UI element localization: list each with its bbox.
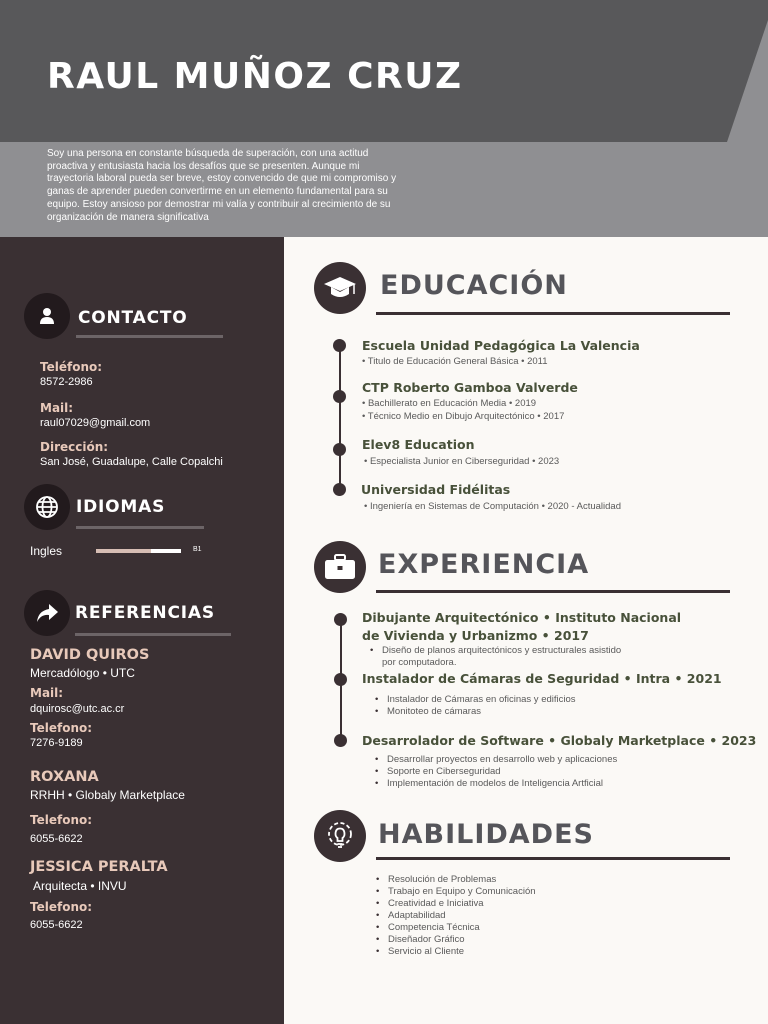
timeline-dot [333, 483, 346, 496]
language-name: Ingles [30, 544, 63, 558]
language-level-fill [96, 549, 151, 553]
timeline-dot [333, 390, 346, 403]
skill-item: • Servicio al Cliente [388, 946, 464, 957]
person-icon [24, 293, 70, 339]
experiencia-heading: EXPERIENCIA [378, 549, 590, 580]
reference-name: ROXANA [30, 769, 99, 785]
profile-summary [47, 148, 467, 224]
experience-title: Dibujante Arquitectónico • Instituto Nacional de Vivienda y Urbanizmo • 2017 [362, 610, 682, 643]
skill-item: • Creatividad e Iniciativa [388, 898, 484, 909]
timeline-dot [334, 673, 347, 686]
experience-bullet: • Soporte en Ciberseguridad [387, 766, 501, 777]
education-detail: • Titulo de Educación General Básica • 2011 [362, 356, 548, 367]
address-value: San José, Guadalupe, Calle Copalchi [40, 456, 223, 468]
referencias-divider [75, 633, 231, 636]
idiomas-heading: IDIOMAS [76, 497, 166, 517]
education-school: Escuela Unidad Pedagógica La Valencia [362, 338, 640, 353]
profile-line: trayectoria laboral pueda ser breve, estoy convencido de que mi compromiso y [47, 173, 397, 185]
address-label: Dirección: [40, 440, 109, 454]
education-school: Universidad Fidélitas [361, 482, 511, 497]
referencias-heading: REFERENCIAS [75, 603, 215, 623]
mail-value: raul07029@gmail.com [40, 417, 151, 429]
reference-role: Arquitecta • INVU [33, 879, 127, 893]
reference-role: Mercadólogo • UTC [30, 666, 135, 680]
profile-line: proactiva y entusiasta hacia los desafíos que se presenten. Aunque mi [47, 160, 360, 172]
habilidades-heading: HABILIDADES [378, 819, 594, 850]
contacto-heading: CONTACTO [78, 308, 188, 328]
educacion-heading: EDUCACIÓN [380, 270, 568, 301]
skill-item: • Trabajo en Equipo y Comunicación [388, 886, 536, 897]
idiomas-divider [76, 526, 204, 529]
reference-phone: 6055-6622 [30, 919, 83, 931]
experience-bullet: • Monitoteo de cámaras [387, 706, 481, 717]
profile-line: ganas de aprender pueden convertirme en un elemento fundamental para su [47, 186, 388, 198]
educacion-divider [376, 312, 730, 315]
phone-value: 8572-2986 [40, 376, 93, 388]
reference-mail: dquirosc@utc.ac.cr [30, 703, 125, 715]
profile-line: organización de manera significativa [47, 211, 209, 223]
phone-label: Teléfono: [40, 360, 103, 374]
experience-bullet: • Diseño de planos arquitectónicos y estructurales asistido por computadora. [382, 645, 632, 669]
resume-name: RAUL MUÑOZ CRUZ [47, 56, 463, 97]
reference-phone: 6055-6622 [30, 833, 83, 845]
profile-line: Soy una persona en constante búsqueda de superación, con una actitud [47, 148, 369, 159]
skill-item: • Resolución de Problemas [388, 874, 496, 885]
experience-bullet: • Implementación de modelos de Inteligencia Artficial [387, 778, 603, 789]
language-level: B1 [193, 546, 202, 553]
experience-title: Instalador de Cámaras de Seguridad • Intra • 2021 [362, 671, 722, 686]
share-arrow-icon [24, 590, 70, 636]
timeline-dot [334, 613, 347, 626]
reference-mail-label: Mail: [30, 686, 64, 700]
timeline-dot [333, 339, 346, 352]
skill-item: • Competencia Técnica [388, 922, 480, 933]
education-school: Elev8 Education [362, 437, 475, 452]
reference-name: DAVID QUIROS [30, 647, 150, 663]
experience-bullet: • Instalador de Cámaras en oficinas y edificios [387, 694, 576, 705]
reference-phone: 7276-9189 [30, 737, 83, 749]
reference-phone-label: Telefono: [30, 813, 93, 827]
lightbulb-gear-icon [314, 810, 366, 862]
education-detail: • Especialista Junior en Ciberseguridad • 2023 [364, 456, 560, 467]
reference-name: JESSICA PERALTA [30, 859, 168, 875]
graduation-cap-icon [314, 262, 366, 314]
reference-phone-label: Telefono: [30, 900, 93, 914]
language-level-bar [96, 549, 181, 553]
timeline-dot [333, 443, 346, 456]
mail-label: Mail: [40, 401, 74, 415]
profile-line: equipo. Estoy ansioso por demostrar mi valía y contribuir al crecimiento de su [47, 198, 391, 210]
habilidades-divider [376, 857, 730, 860]
reference-role: RRHH • Globaly Marketplace [30, 788, 185, 802]
timeline-dot [334, 734, 347, 747]
contacto-divider [76, 335, 223, 338]
education-detail: • Ingeniería en Sistemas de Computación • 2020 - Actualidad [364, 501, 621, 512]
briefcase-icon [314, 541, 366, 593]
globe-icon [24, 484, 70, 530]
skill-item: • Adaptabilidad [388, 910, 446, 921]
reference-phone-label: Telefono: [30, 721, 93, 735]
experience-bullet: • Desarrollar proyectos en desarrollo web y aplicaciones [387, 754, 617, 765]
education-detail: • Técnico Medio en Dibujo Arquitectónico • 2017 [362, 411, 565, 422]
experience-title: Desarrolador de Software • Globaly Marketplace • 2023 [362, 733, 757, 748]
experiencia-divider [376, 590, 730, 593]
education-detail: • Bachillerato en Educación Media • 2019 [362, 398, 537, 409]
education-school: CTP Roberto Gamboa Valverde [362, 380, 578, 395]
educacion-timeline [339, 345, 341, 490]
skill-item: • Diseñador Gráfico [388, 934, 465, 945]
